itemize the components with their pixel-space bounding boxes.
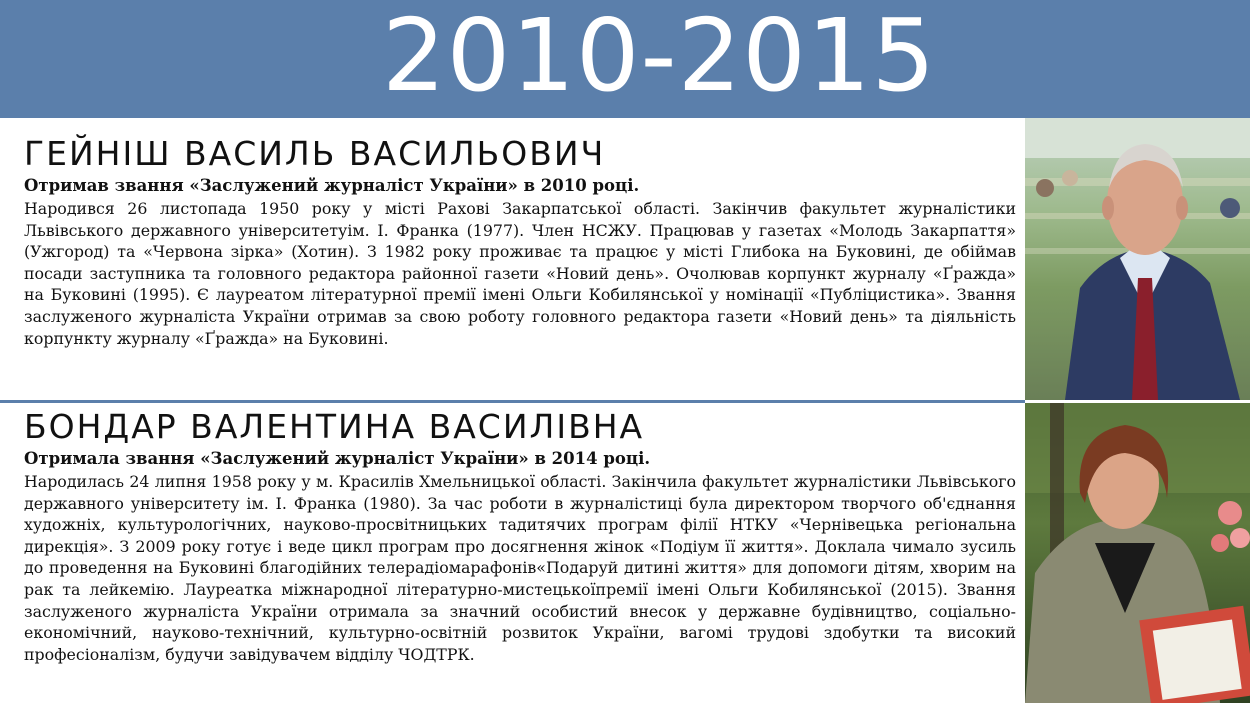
header-banner	[0, 0, 1250, 118]
person-name: БОНДАР ВАЛЕНТИНА ВАСИЛІВНА	[24, 407, 645, 446]
portrait-photo-woman	[1025, 403, 1250, 703]
award-line: Отримав звання «Заслужений журналіст України» в 2010 році.	[24, 176, 640, 195]
period-title: 2010-2015	[382, 0, 937, 114]
biography-text: Народився 26 листопада 1950 року у місті Рахові Закарпатської області. Закінчив факультет журналістики Львівського державного університетуім. І. Франка (1977). Член НСЖУ. Працював у газетах «Молодь Закарпаття» (Ужгород) та «Червона зірка» (Хотин). З 1982 року проживає та працює у місті Глибока на Буковині, де обіймав посади заступника та головного редактора районної газети «Новий день». Очолював корпункт журналу «Ґражда» на Буковині (1995). Є лауреатом літературної премії імені Ольги Кобилянської у номінації «Публіцистика». Звання заслуженого журналіста України отримав за свою роботу головного редактора газети «Новий день» та діяльність корпункту журналу «Ґражда» на Буковині.	[24, 199, 1016, 348]
person-section-2	[24, 407, 1016, 665]
person-section-1	[24, 134, 1016, 349]
award-line: Отримала звання «Заслужений журналіст України» в 2014 році.	[24, 449, 651, 468]
biography-text: Народилась 24 липня 1958 року у м. Красилів Хмельницької області. Закінчила факультет журналістики Львівського державного університету ім. І. Франка (1980). За час роботи в журналістиці була директором творчого об'єднання художніх, культурологічних, науково-просвітницьких тадитячих програм філії НТКУ «Чернівецька регіональна дирекція». З 2009 року готує і веде цикл програм про досягнення жінок «Подіум її життя». Доклала чимало зусиль до проведення на Буковині благодійних телерадіомарафонів«Подаруй дитині життя» для допомоги дітям, хворим на рак та лейкемію. Лауреатка міжнародної літературно-мистецькоїпремії імені Ольги Кобилянської (2015). Звання заслуженого журналіста України отримала за значний особистий внесок у державне будівництво, соціально-економічний, науково-технічний, культурно-освітній розвиток України, вагомі трудові здобутки та високий професіоналізм, будучи завідувачем відділу ЧОДТРК.	[24, 472, 1016, 664]
section-divider	[0, 400, 1025, 403]
portrait-photo-man	[1025, 118, 1250, 400]
person-name: ГЕЙНІШ ВАСИЛЬ ВАСИЛЬОВИЧ	[24, 134, 606, 173]
